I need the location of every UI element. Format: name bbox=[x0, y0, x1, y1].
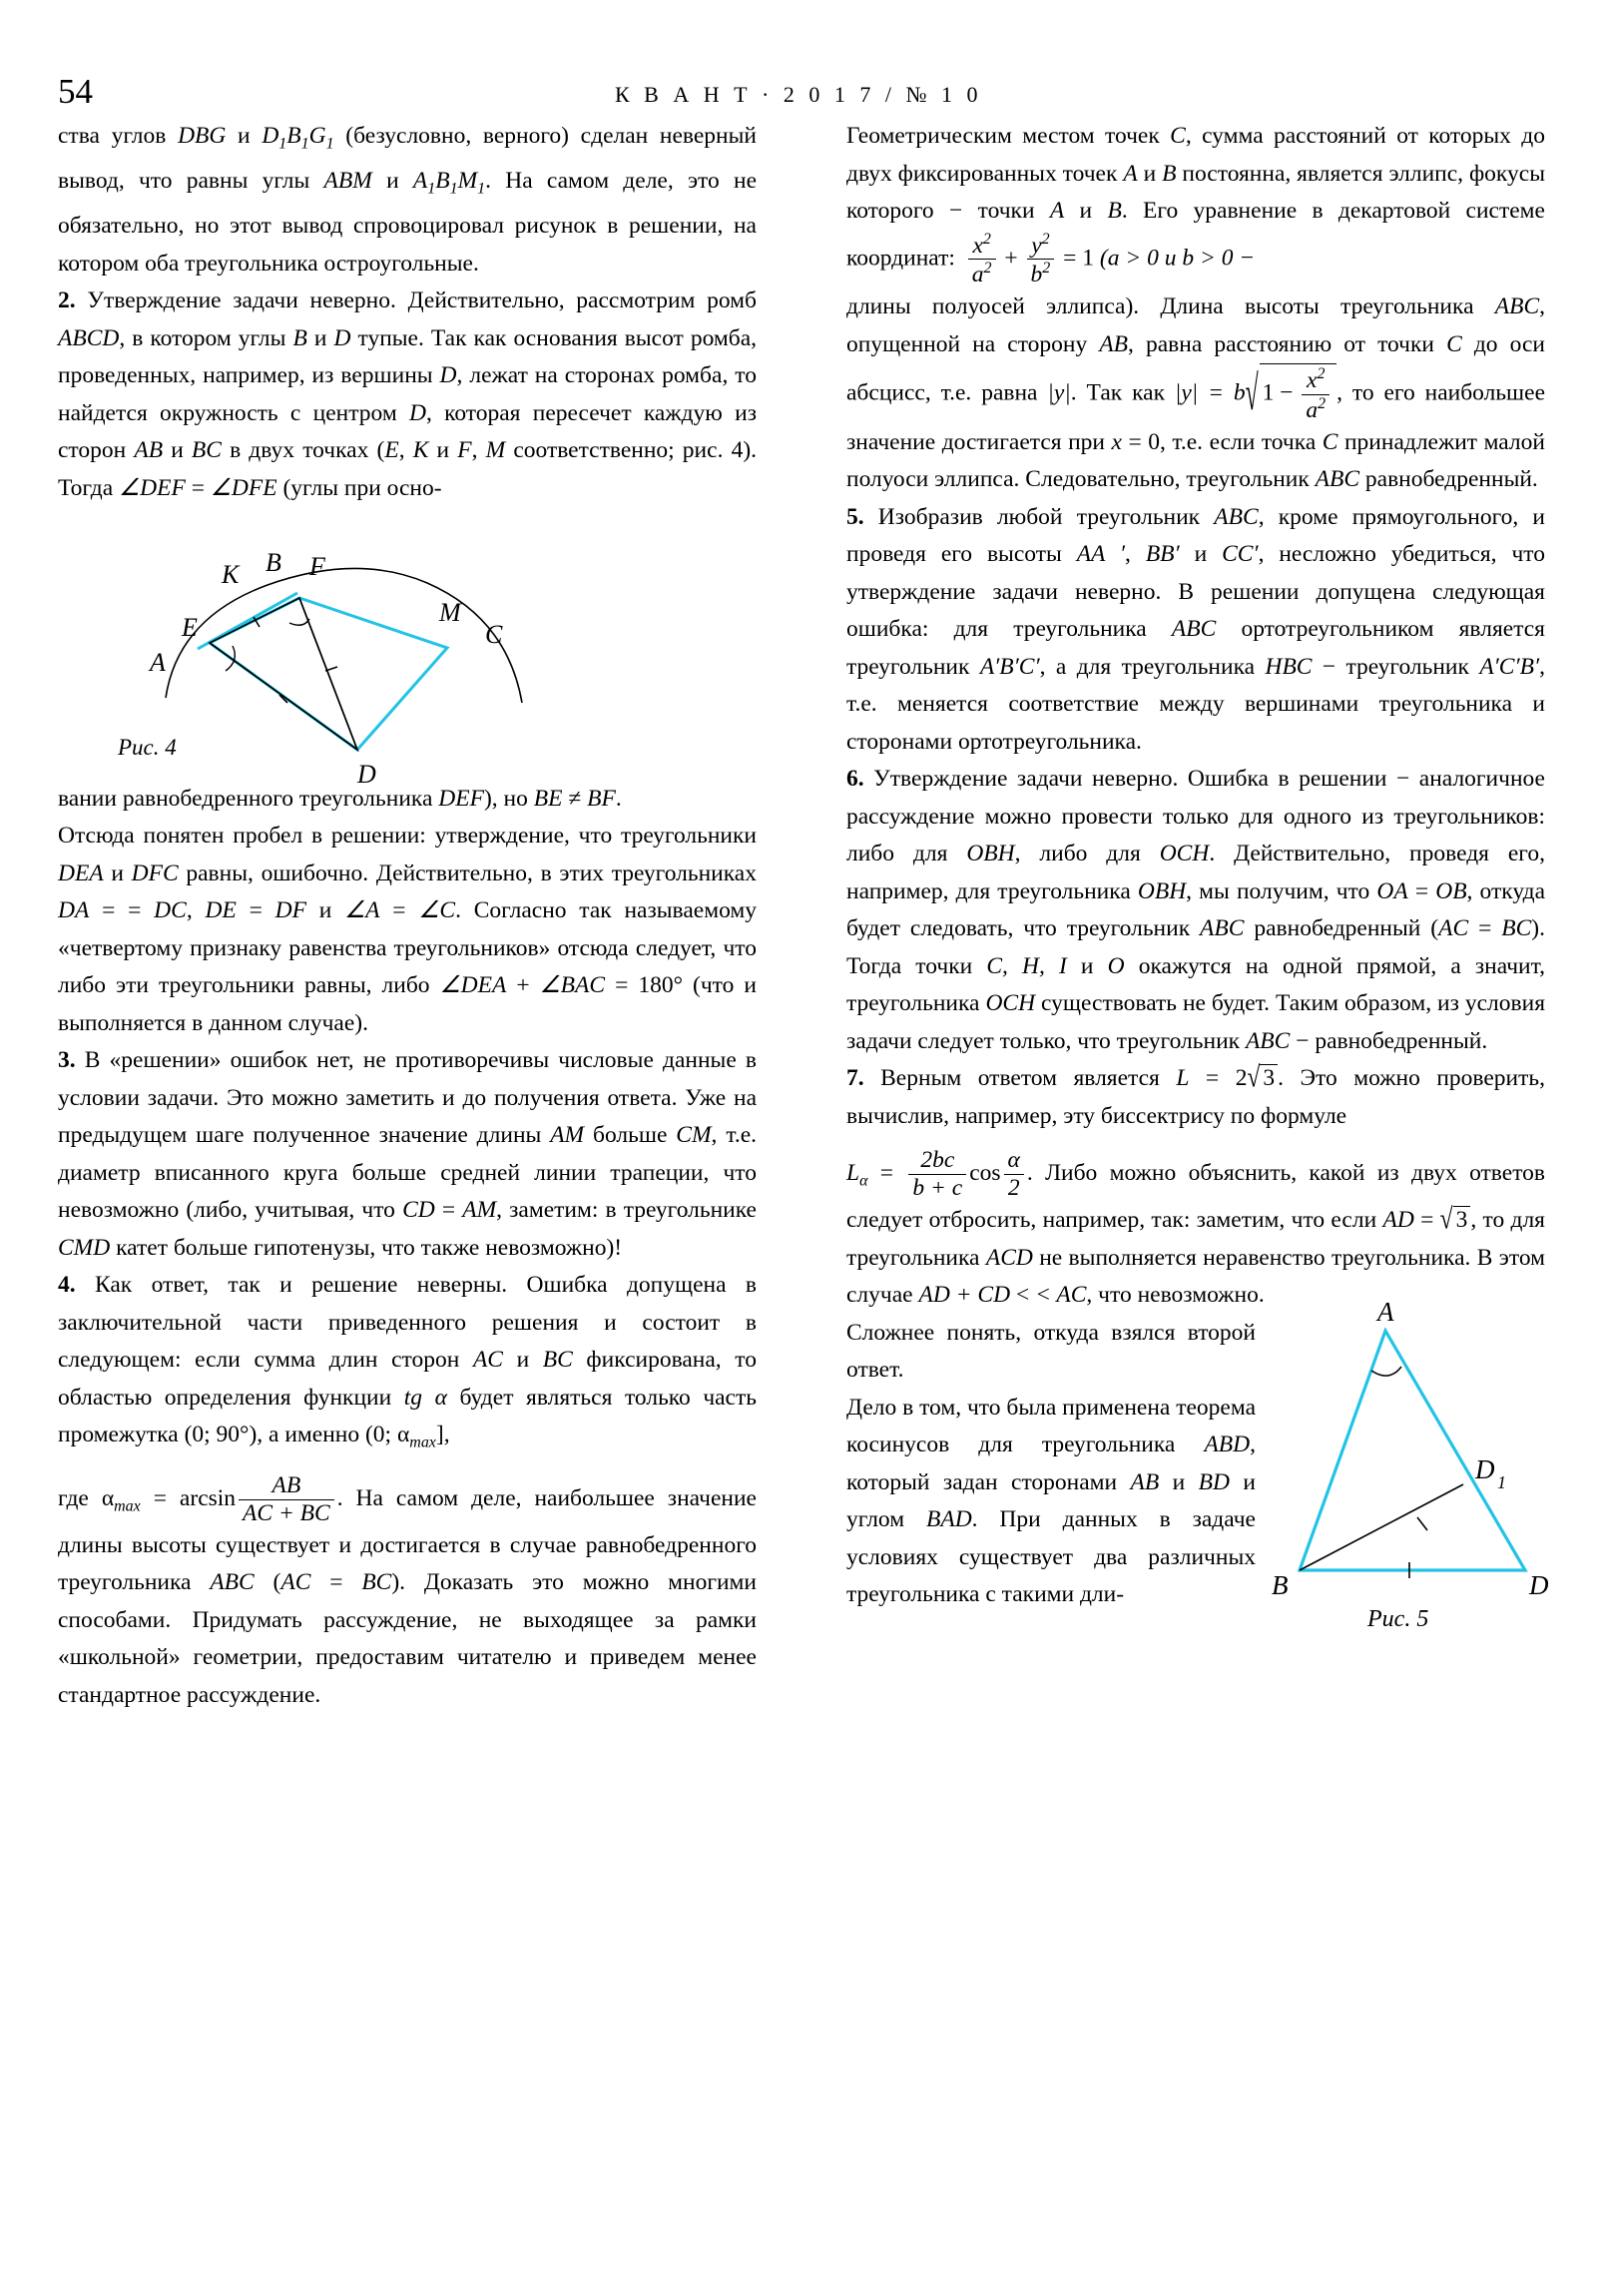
figure-5-drawing bbox=[1268, 1296, 1557, 1632]
paragraph-continuation: ства углов DBG и $D_1B_1G_1$ (безусловно, верного) сделан неверный вывод, что равны углы ABM и $A_1B_1M_1$. На самом деле, это не обязательно, но этот вывод спровоцировал рисунок в решении, на котором оба треугольника остроугольные. bbox=[58, 123, 758, 277]
fig4-label-E: E bbox=[182, 613, 198, 643]
answer-item-2: 2. Утверждение задачи неверно. Действительно, рассмотрим ромб ABCD, в котором углы B и D тупые. Так как основания высот ромба, проведенных, например, из вершины D, лежат на сторонах ромба, то найдется окружность с центром D, которая пересечет каждую из сторон AB и BC в двух точках (E, K и F, M соответственно; рис. 4). Тогда ∠DEF = ∠DFE (углы при осно- bbox=[58, 287, 758, 501]
answer-item-4: 4. Как ответ, так и решение неверны. Ошибка допущена в заключительной части приведенного решения и состоит в следующем: если сумма длин сторон AC и BC фиксирована, то областью определения функции tg α будет являться только часть промежутка (0; 90°), а именно (0; $\alpha_{max}$], bbox=[58, 1272, 757, 1452]
answer-item-3: 3. В «решении» ошибок нет, не противоречивы числовые данные в условии задачи. Это можно заметить и до получения ответа. Уже на предыдущем шаге полученное значение длины AM больше CM, т.е. диаметр вписанного круга больше средней линии трапеции, что невозможно (либо, учитывая, что CD = AM, заметим: в треугольнике CMD катет больше гипотенузы, что также невозможно)! bbox=[58, 1047, 757, 1261]
page-number: 54 bbox=[58, 72, 93, 111]
text-with-figure-5 bbox=[846, 1296, 1549, 1632]
fraction-ab-over-ac-bc: $\frac{AB}{AC + BC}$ bbox=[239, 1472, 334, 1527]
answer-item-7-part2: Сложнее понять, откуда взялся второй ответ. bbox=[846, 1319, 1256, 1384]
answer-item-5: 5. Изобразив любой треугольник ABC, кроме прямоугольного, и проведя его высоты AA ′, BB′ и CC′, несложно убедиться, что утверждение задачи неверно. В решении допущена следующая ошибка: для треугольника ABC ортотреугольником является треугольник A′B′C′, а для треугольника HBC − треугольник A′C′B′, т.е. меняется соответствие между вершинами треугольника и сторонами ортотреугольника. bbox=[846, 503, 1546, 755]
paragraph-ellipse: Геометрическим местом точек C, сумма расстояний от которых до двух фиксированных точек A и B постоянна, является эллипс, фокусы которого − точки A и B. Его уравнение в декартовой системе координат: $\frac{x^2}{a^2}$ + $\frac{y^2}{b^2}$ = 1 (a > 0 и b > 0 − bbox=[846, 123, 1545, 288]
answer-item-7-part3: Дело в том, что была применена теорема косинусов для треугольника ABD, который задан сторонами AB и BD и углом BAD. При данных в задаче условиях существует два различных треугольника с такими дли- bbox=[846, 1394, 1256, 1608]
fig4-label-C: C bbox=[485, 620, 503, 650]
radicand: 1 − $\frac{x^2}{a^2}$ bbox=[1260, 363, 1337, 424]
fig5-label-D: D bbox=[1529, 1569, 1549, 1600]
equation-ellipse: $\frac{x^2}{a^2}$ + $\frac{y^2}{b^2}$ = 1 (a > 0 и b > 0 − bbox=[965, 231, 1255, 289]
paragraph-height: длины полуосей эллипса). Длина высоты треугольника ABC, опущенной на сторону AB, равна расстоянию от точки C до оси абсцисс, т.е. равна |y|. Так как |y| = b√ 1 − $\frac{x^2}{a^2}$ , то его наибольшее значение достигается при x = 0, т.е. если точка C принадлежит малой полуоси эллипса. Следовательно, треугольник ABC равнобедренный. bbox=[846, 293, 1546, 493]
paragraph-explanation: Отсюда понятен пробел в решении: утверждение, что треугольники DEA и DFC равны, ошибочно. Действительно, в этих треугольниках DA = = DC, DE = DF и ∠A = ∠C. Согласно так называемому «четвертому признаку равенства треугольников» отсюда следует, что либо эти треугольники равны, либо ∠DEA + ∠BAC = 180° (что и выполняется в данном случае). bbox=[58, 823, 758, 1036]
fig4-label-B: B bbox=[266, 548, 281, 578]
sqrt-icon: √ bbox=[1247, 1061, 1261, 1095]
fraction-x2-a2: $\frac{x^2}{a^2}$ bbox=[968, 231, 996, 289]
fig4-label-A: A bbox=[150, 648, 166, 678]
fig5-label-B: B bbox=[1272, 1569, 1289, 1600]
figure-5-caption: Рис. 5 bbox=[1367, 1605, 1429, 1632]
figure-5 bbox=[1268, 1296, 1557, 1632]
radical-symbol: √ bbox=[1245, 366, 1259, 422]
paragraph-after-figure: вании равнобедренного треугольника DEF), но BE ≠ BF. bbox=[58, 785, 622, 812]
two-column-body bbox=[58, 118, 1549, 2264]
formula-arcsin-paragraph: где $\alpha_{max} = \arcsin$ $\frac{AB}{AC + BC}$ . На самом деле, наибольшее значение длины высоты существует и достигается в случае равнобедренного треугольника ABC (AC = BC). Доказать это можно многими способами. Придумать рассуждение, не выходящее за рамки «школьной» геометрии, предоставим читателю и приведем менее стандартное рассуждение. bbox=[58, 1471, 757, 1708]
fig4-label-M: M bbox=[439, 598, 461, 628]
fraction-x2-a2-sqrt: $\frac{x^2}{a^2}$ bbox=[1302, 365, 1330, 424]
answer-item-7-formula: $L_\alpha$ = $\frac{2bc}{b + c}$ cos $\frac{\alpha}{2}$ . Либо можно объяснить, какой из двух ответов следует отбросить, например, так: заметим, что если AD = √ 3 , то для треугольника ACD не выполняется неравенство треугольника. В этом случае AD + CD < < AC, что невозможно. bbox=[846, 1147, 1545, 1309]
figure-4-drawing bbox=[58, 513, 757, 790]
fraction-2bc-over-b-plus-c: $\frac{2bc}{b + c}$ bbox=[908, 1147, 966, 1202]
fig4-label-F: F bbox=[309, 552, 325, 582]
figure-4 bbox=[58, 513, 757, 790]
left-column bbox=[58, 118, 757, 1714]
fig5-label-A: A bbox=[1377, 1296, 1394, 1327]
right-column bbox=[846, 118, 1549, 1632]
answer-item-6: 6. Утверждение задачи неверно. Ошибка в решении − аналогичное рассуждение можно провести только для одного из треугольников: либо для OBH, либо для OCH. Действительно, проведя его, например, для треугольника OBH, мы получим, что OA = OB, откуда будет следовать, что треугольник ABC равнобедренный (AC = BC). Тогда точки C, H, I и O окажутся на одной прямой, а значит, треугольника OCH существовать не будет. Таким образом, из условия задачи следует только, что треугольник ABC − равнобедренный. bbox=[846, 766, 1545, 1054]
fig5-label-D1: D bbox=[1475, 1453, 1495, 1484]
sqrt-icon-2: √ bbox=[1439, 1203, 1453, 1237]
fig4-label-K: K bbox=[222, 560, 240, 590]
figure-4-caption: Рис. 4 bbox=[118, 735, 177, 761]
fraction-alpha-over-2: $\frac{\alpha}{2}$ bbox=[1004, 1147, 1024, 1202]
journal-title: К В А Н Т · 2 0 1 7 / № 1 0 bbox=[615, 82, 982, 107]
fig5-label-D1-sub: 1 bbox=[1497, 1471, 1506, 1492]
fraction-y2-b2: $\frac{y^2}{b^2}$ bbox=[1027, 231, 1055, 289]
answer-item-7-part1: 7. Верным ответом является L = 2√ 3 . Это можно проверить, вычислив, например, эту биссектрису по формуле bbox=[846, 1060, 1545, 1135]
fig4-label-D: D bbox=[357, 760, 376, 790]
page-header bbox=[0, 38, 1597, 111]
